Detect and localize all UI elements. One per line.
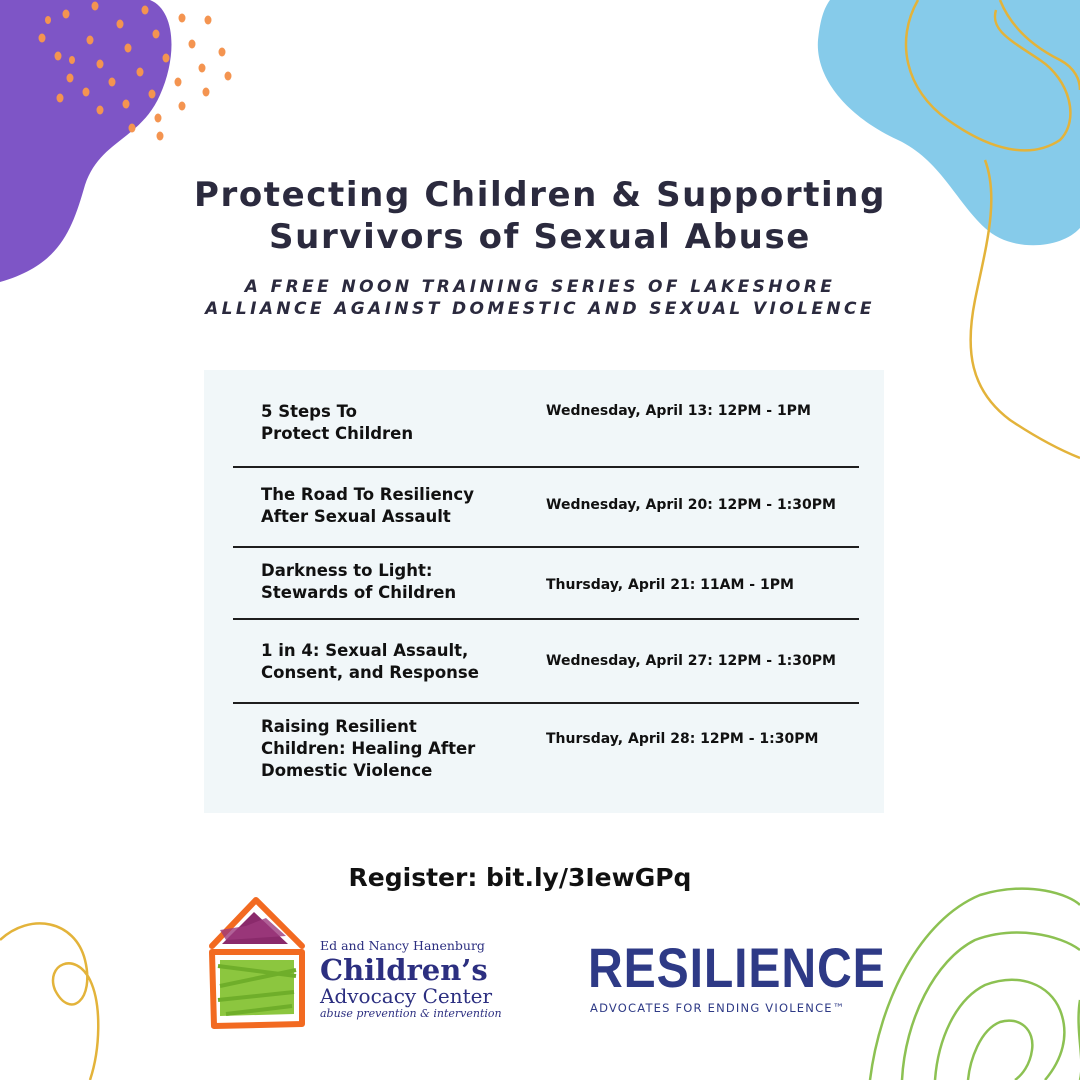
- subtitle-line-2: ALLIANCE AGAINST DOMESTIC AND SEXUAL VIOLENCE: [205, 299, 875, 319]
- session-title: Darkness to Light: Stewards of Children: [261, 561, 457, 602]
- title-line-2: Survivors of Sexual Abuse: [269, 217, 811, 257]
- page-title: [0, 174, 1080, 258]
- session-row: [233, 370, 859, 468]
- session-title: 1 in 4: Sexual Assault, Consent, and Response: [261, 641, 479, 682]
- resilience-logo: RESILIENCE: [588, 936, 886, 999]
- yellow-squiggle-bottom: [0, 923, 98, 1080]
- subtitle: [0, 276, 1080, 320]
- cac-logo-name: Children’s: [320, 953, 488, 987]
- session-date: Thursday, April 21: 11AM - 1PM: [546, 577, 794, 593]
- session-date: Wednesday, April 13: 12PM - 1PM: [546, 403, 811, 419]
- session-title: 5 Steps To Protect Children: [261, 402, 414, 443]
- cac-logo-tagline: abuse prevention & intervention: [320, 1007, 502, 1020]
- subtitle-line-1: A FREE NOON TRAINING SERIES OF LAKESHORE: [244, 277, 836, 297]
- session-date: Thursday, April 28: 12PM - 1:30PM: [546, 731, 819, 747]
- session-date: Wednesday, April 27: 12PM - 1:30PM: [546, 653, 836, 669]
- green-contours: [870, 889, 1080, 1080]
- cac-logo: [320, 938, 502, 1020]
- session-title: The Road To Resiliency After Sexual Assault: [261, 485, 474, 526]
- cac-logo-name-2: Advocacy Center: [320, 984, 493, 1008]
- schedule-panel: [204, 370, 884, 813]
- resilience-tagline: ADVOCATES FOR ENDING VIOLENCE™: [590, 1001, 846, 1015]
- session-title: Raising Resilient Children: Healing After Domestic Violence: [261, 717, 476, 780]
- cac-house-logo-icon: [206, 896, 316, 1030]
- session-row: [233, 548, 859, 620]
- session-row: [233, 704, 859, 804]
- session-row: [233, 620, 859, 704]
- title-line-1: Protecting Children & Supporting: [193, 175, 887, 215]
- session-date: Wednesday, April 20: 12PM - 1:30PM: [546, 497, 836, 513]
- session-row: [233, 468, 859, 548]
- cac-logo-sponsor: Ed and Nancy Hanenburg: [320, 938, 485, 953]
- register-link[interactable]: Register: bit.ly/3IewGPq: [348, 863, 692, 892]
